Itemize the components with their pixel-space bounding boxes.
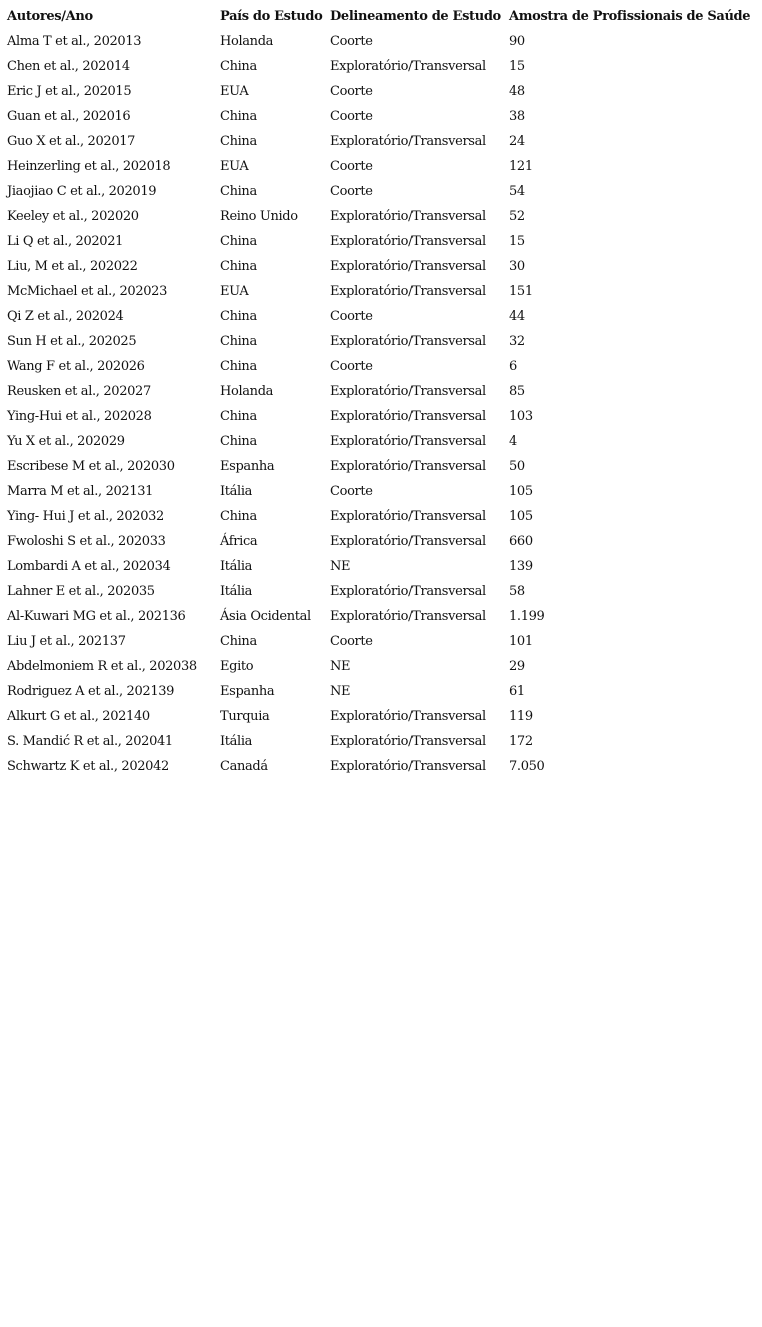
cell-sample-size: 58: [509, 584, 525, 599]
header-study-design: Delineamento de Estudo: [330, 9, 501, 24]
cell-study-country: China: [220, 184, 257, 199]
cell-study-design: Exploratório/Transversal: [330, 284, 486, 299]
table-row: [4, 179, 760, 204]
cell-study-country: Ásia Ocidental: [220, 609, 311, 624]
cell-sample-size: 103: [509, 409, 533, 424]
cell-sample-size: 7.050: [509, 759, 545, 774]
cell-study-design: Coorte: [330, 484, 373, 499]
cell-authors-year: Keeley et al., 202020: [7, 209, 139, 224]
cell-authors-year: Chen et al., 202014: [7, 59, 130, 74]
studies-table: [4, 4, 760, 779]
header-row: [4, 4, 760, 29]
cell-sample-size: 50: [509, 459, 525, 474]
cell-authors-year: Heinzerling et al., 202018: [7, 159, 171, 174]
cell-study-country: Espanha: [220, 684, 275, 699]
cell-study-country: África: [220, 534, 258, 549]
table-row: [4, 529, 760, 554]
table-row: [4, 354, 760, 379]
header-study-country: País do Estudo: [220, 9, 323, 24]
cell-study-country: China: [220, 59, 257, 74]
cell-study-design: Coorte: [330, 34, 373, 49]
table-row: [4, 304, 760, 329]
cell-sample-size: 61: [509, 684, 525, 699]
table-header: [4, 4, 760, 29]
cell-sample-size: 172: [509, 734, 533, 749]
cell-study-country: China: [220, 409, 257, 424]
cell-study-design: Coorte: [330, 309, 373, 324]
cell-study-country: EUA: [220, 159, 249, 174]
cell-study-country: China: [220, 134, 257, 149]
table-row: [4, 129, 760, 154]
cell-study-design: Coorte: [330, 359, 373, 374]
cell-study-design: Coorte: [330, 159, 373, 174]
cell-sample-size: 15: [509, 59, 525, 74]
cell-study-country: China: [220, 434, 257, 449]
cell-authors-year: S. Mandić R et al., 202041: [7, 734, 173, 749]
cell-study-design: Exploratório/Transversal: [330, 334, 486, 349]
table-row: [4, 104, 760, 129]
cell-sample-size: 15: [509, 234, 525, 249]
table-row: [4, 204, 760, 229]
table-row: [4, 729, 760, 754]
cell-authors-year: Rodriguez A et al., 202139: [7, 684, 175, 699]
cell-study-country: Reino Unido: [220, 209, 298, 224]
cell-authors-year: Jiaojiao C et al., 202019: [7, 184, 157, 199]
cell-study-design: Exploratório/Transversal: [330, 234, 486, 249]
cell-study-country: Holanda: [220, 384, 274, 399]
table-row: [4, 254, 760, 279]
cell-sample-size: 54: [509, 184, 525, 199]
cell-sample-size: 32: [509, 334, 525, 349]
cell-authors-year: Guo X et al., 202017: [7, 134, 136, 149]
header-authors-year: Autores/Ano: [7, 9, 93, 24]
cell-study-design: NE: [330, 684, 351, 699]
cell-study-design: Coorte: [330, 109, 373, 124]
table-row: [4, 579, 760, 604]
cell-sample-size: 52: [509, 209, 525, 224]
table-row: [4, 754, 760, 779]
cell-study-country: Egito: [220, 659, 254, 674]
cell-sample-size: 85: [509, 384, 525, 399]
cell-study-design: Exploratório/Transversal: [330, 134, 486, 149]
cell-study-country: EUA: [220, 84, 249, 99]
cell-study-country: China: [220, 309, 257, 324]
cell-sample-size: 44: [509, 309, 525, 324]
table-row: [4, 454, 760, 479]
cell-sample-size: 121: [509, 159, 533, 174]
cell-sample-size: 6: [509, 359, 517, 374]
table-body: [4, 29, 760, 779]
cell-sample-size: 48: [509, 84, 525, 99]
cell-sample-size: 105: [509, 484, 533, 499]
cell-authors-year: Eric J et al., 202015: [7, 84, 132, 99]
table-row: [4, 329, 760, 354]
cell-study-design: Exploratório/Transversal: [330, 509, 486, 524]
cell-authors-year: Lahner E et al., 202035: [7, 584, 155, 599]
cell-sample-size: 24: [509, 134, 525, 149]
header-sample-size: Amostra de Profissionais de Saúde: [509, 9, 751, 24]
cell-study-country: China: [220, 334, 257, 349]
cell-study-design: NE: [330, 559, 351, 574]
cell-study-design: Exploratório/Transversal: [330, 709, 486, 724]
cell-sample-size: 660: [509, 534, 533, 549]
cell-study-country: Holanda: [220, 34, 274, 49]
cell-authors-year: Li Q et al., 202021: [7, 234, 124, 249]
cell-study-design: Exploratório/Transversal: [330, 409, 486, 424]
cell-authors-year: Alkurt G et al., 202140: [7, 709, 150, 724]
cell-study-design: Exploratório/Transversal: [330, 534, 486, 549]
table-row: [4, 679, 760, 704]
cell-study-country: Turquia: [220, 709, 270, 724]
cell-study-design: Exploratório/Transversal: [330, 434, 486, 449]
cell-authors-year: Ying-Hui et al., 202028: [7, 409, 152, 424]
cell-sample-size: 151: [509, 284, 533, 299]
cell-study-country: Espanha: [220, 459, 275, 474]
cell-study-design: Exploratório/Transversal: [330, 259, 486, 274]
cell-study-country: Itália: [220, 584, 253, 599]
cell-study-design: Coorte: [330, 634, 373, 649]
cell-authors-year: Escribese M et al., 202030: [7, 459, 175, 474]
cell-authors-year: Wang F et al., 202026: [7, 359, 145, 374]
cell-authors-year: McMichael et al., 202023: [7, 284, 168, 299]
cell-authors-year: Liu J et al., 202137: [7, 634, 126, 649]
cell-study-country: China: [220, 109, 257, 124]
cell-study-design: Coorte: [330, 84, 373, 99]
table-row: [4, 504, 760, 529]
cell-study-country: China: [220, 234, 257, 249]
cell-study-design: Coorte: [330, 184, 373, 199]
table-row: [4, 54, 760, 79]
cell-sample-size: 90: [509, 34, 525, 49]
cell-authors-year: Liu, M et al., 202022: [7, 259, 138, 274]
cell-authors-year: Lombardi A et al., 202034: [7, 559, 171, 574]
cell-sample-size: 105: [509, 509, 533, 524]
cell-study-country: Canadá: [220, 759, 268, 774]
table-row: [4, 29, 760, 54]
table-row: [4, 704, 760, 729]
table-row: [4, 279, 760, 304]
table-row: [4, 379, 760, 404]
cell-authors-year: Reusken et al., 202027: [7, 384, 151, 399]
cell-authors-year: Yu X et al., 202029: [7, 434, 125, 449]
cell-authors-year: Marra M et al., 202131: [7, 484, 154, 499]
table-row: [4, 154, 760, 179]
table-row: [4, 404, 760, 429]
cell-authors-year: Ying- Hui J et al., 202032: [7, 509, 164, 524]
cell-study-country: China: [220, 359, 257, 374]
cell-authors-year: Qi Z et al., 202024: [7, 309, 124, 324]
cell-sample-size: 1.199: [509, 609, 545, 624]
cell-authors-year: Guan et al., 202016: [7, 109, 131, 124]
cell-authors-year: Fwoloshi S et al., 202033: [7, 534, 166, 549]
cell-study-country: China: [220, 634, 257, 649]
cell-authors-year: Alma T et al., 202013: [7, 34, 142, 49]
cell-study-design: Exploratório/Transversal: [330, 584, 486, 599]
cell-sample-size: 38: [509, 109, 525, 124]
cell-study-country: China: [220, 259, 257, 274]
cell-study-design: Exploratório/Transversal: [330, 759, 486, 774]
table-row: [4, 554, 760, 579]
cell-study-design: Exploratório/Transversal: [330, 734, 486, 749]
table-row: [4, 229, 760, 254]
cell-study-country: EUA: [220, 284, 249, 299]
cell-sample-size: 119: [509, 709, 533, 724]
cell-sample-size: 29: [509, 659, 525, 674]
cell-study-country: Itália: [220, 734, 253, 749]
cell-study-design: Exploratório/Transversal: [330, 459, 486, 474]
table-row: [4, 429, 760, 454]
cell-study-country: Itália: [220, 559, 253, 574]
table-row: [4, 604, 760, 629]
cell-sample-size: 101: [509, 634, 533, 649]
cell-sample-size: 139: [509, 559, 533, 574]
cell-study-design: Exploratório/Transversal: [330, 609, 486, 624]
cell-study-design: Exploratório/Transversal: [330, 59, 486, 74]
cell-study-design: Exploratório/Transversal: [330, 209, 486, 224]
table-row: [4, 479, 760, 504]
cell-sample-size: 30: [509, 259, 525, 274]
cell-study-country: Itália: [220, 484, 253, 499]
cell-authors-year: Schwartz K et al., 202042: [7, 759, 169, 774]
table-row: [4, 654, 760, 679]
cell-study-design: Exploratório/Transversal: [330, 384, 486, 399]
cell-study-country: China: [220, 509, 257, 524]
cell-sample-size: 4: [509, 434, 517, 449]
table-row: [4, 79, 760, 104]
cell-authors-year: Al-Kuwari MG et al., 202136: [7, 609, 186, 624]
cell-authors-year: Abdelmoniem R et al., 202038: [7, 659, 197, 674]
table-row: [4, 629, 760, 654]
cell-authors-year: Sun H et al., 202025: [7, 334, 137, 349]
cell-study-design: NE: [330, 659, 351, 674]
